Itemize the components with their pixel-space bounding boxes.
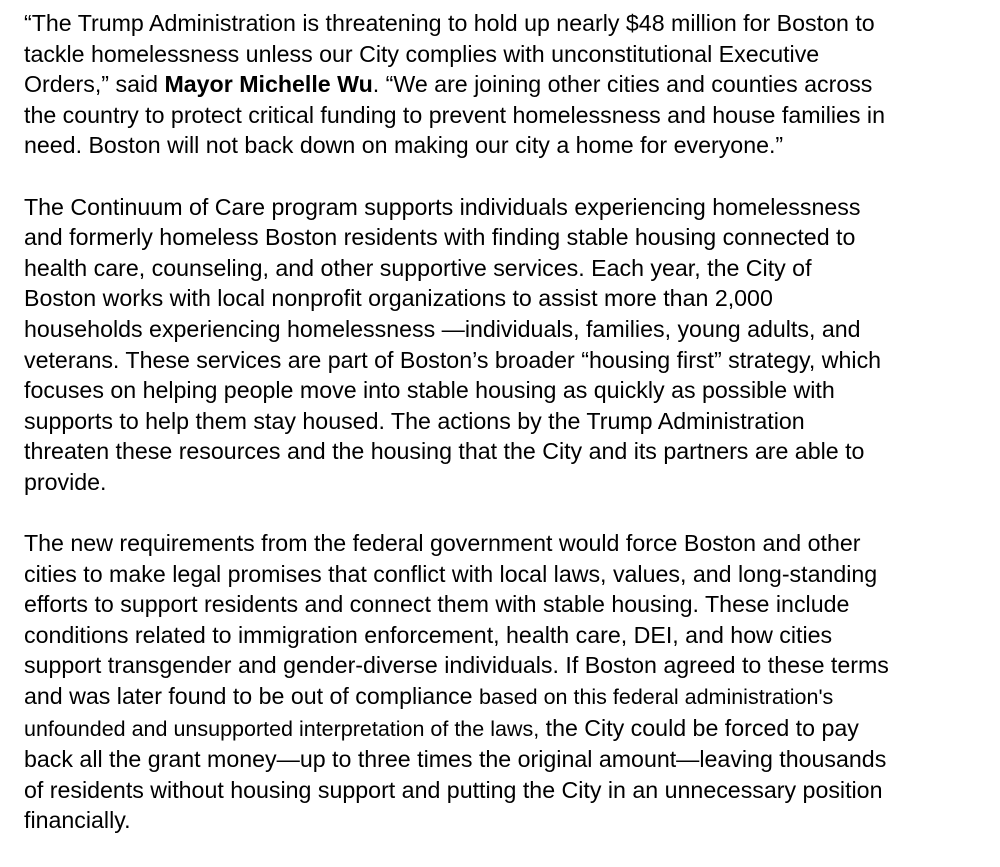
text-line: households experiencing homelessness —individuals, families, young adults, and — [24, 315, 861, 342]
text-line: and formerly homeless Boston residents with finding stable housing connected to — [24, 224, 856, 251]
text-line: financially. — [24, 807, 131, 834]
text-line: “The Trump Administration is threatening to hold up nearly $48 million for Boston to — [24, 10, 875, 36]
text-line: cities to make legal promises that conflict with local laws, values, and long-standing — [24, 560, 878, 587]
text-line: veterans. These services are part of Boston’s broader “housing first” strategy, which — [24, 346, 882, 373]
requirements-paragraph — [24, 528, 994, 836]
text-line: focuses on helping people move into stable housing as quickly as possible with — [24, 377, 835, 404]
document-body — [24, 8, 994, 867]
text-line — [24, 69, 994, 100]
text-line: supports to help them stay housed. The actions by the Trump Administration — [24, 407, 805, 434]
text-line: need. Boston will not back down on making our city a home for everyone.” — [24, 132, 784, 159]
program-paragraph — [24, 192, 994, 498]
text-line: back all the grant money—up to three times the original amount—leaving thousands — [24, 746, 887, 773]
text-line: of residents without housing support and putting the City in an unnecessary position — [24, 776, 883, 803]
quote-paragraph — [24, 8, 994, 161]
text-line — [24, 681, 994, 713]
text-line: tackle homelessness unless our City complies with unconstitutional Executive — [24, 40, 820, 67]
text-line: Boston works with local nonprofit organizations to assist more than 2,000 — [24, 285, 773, 312]
text-segment: the City could be forced to pay — [539, 714, 859, 741]
text-line: the country to protect critical funding to prevent homelessness and house families in — [24, 101, 885, 128]
text-line: conditions related to immigration enforcement, health care, DEI, and how cities — [24, 621, 833, 648]
text-line: support transgender and gender-diverse individuals. If Boston agreed to these terms — [24, 652, 889, 679]
text-segment: unfounded and unsupported interpretation of the laws, — [24, 716, 540, 741]
text-line: efforts to support residents and connect them with stable housing. These include — [24, 591, 850, 618]
text-line: provide. — [24, 468, 107, 495]
speaker-name: Mayor Michelle Wu — [164, 71, 373, 98]
text-segment: Orders,” said — [24, 71, 165, 98]
text-line: The Continuum of Care program supports individuals experiencing homelessness — [24, 193, 861, 220]
text-line: health care, counseling, and other supportive services. Each year, the City of — [24, 254, 812, 281]
text-line: The new requirements from the federal government would force Boston and other — [24, 530, 861, 557]
text-segment: and was later found to be out of compliance — [24, 683, 480, 710]
text-segment: . “We are joining other cities and counties across — [372, 71, 873, 98]
text-line: threaten these resources and the housing that the City and its partners are able to — [24, 438, 865, 465]
text-line — [24, 713, 994, 745]
text-segment: based on this federal administration's — [479, 685, 834, 710]
